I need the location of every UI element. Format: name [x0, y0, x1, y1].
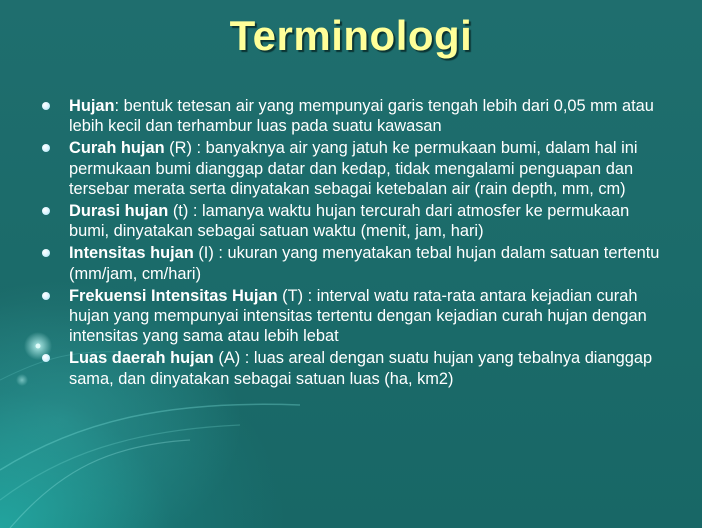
term-definition: : banyaknya air yang jatuh ke permukaan bumi, dalam hal ini permukaan bumi dianggap datar dan kedap, tidak mengalami penguapan dan tersebar merata serta dinyatakan sebagai ketebalan air (rain depth, mm, cm) [69, 139, 638, 198]
bullet-icon [42, 249, 50, 257]
term-intensitas-hujan [40, 243, 660, 283]
bullet-icon [42, 354, 50, 362]
term-symbol: (t) [168, 202, 189, 221]
term-definition: : ukuran yang menyatakan tebal hujan dalam satuan tertentu (mm/jam, cm/hari) [69, 244, 660, 283]
term-name: Durasi hujan [69, 202, 169, 221]
term-definition: : interval watu rata-rata antara kejadian curah hujan yang mempunyai intensitas tertentu dengan kejadian curah hujan dengan intensitas yang sama atau lebih lebat [69, 286, 647, 346]
term-name: Hujan [69, 97, 115, 115]
term-symbol: (T) [277, 286, 304, 305]
term-name: Intensitas hujan [69, 244, 194, 263]
bullet-icon [42, 292, 50, 300]
term-hujan [40, 96, 660, 136]
term-frekuensi-intensitas-hujan [40, 286, 660, 347]
term-luas-daerah-hujan [40, 348, 660, 388]
term-symbol: (I) [193, 244, 214, 263]
term-curah-hujan [40, 138, 660, 199]
bullet-icon [42, 102, 50, 110]
term-definition: : lamanya waktu hujan tercurah dari atmosfer ke permukaan bumi, dinyatakan sebagai satuan waktu (menit, jam, hari) [69, 202, 630, 241]
bullet-icon [42, 207, 50, 215]
slide-title: Terminologi [229, 12, 473, 59]
bullet-icon [42, 144, 50, 152]
term-symbol: (R) [164, 139, 192, 158]
term-durasi-hujan [40, 201, 660, 241]
term-definition: : bentuk tetesan air yang mempunyai garis tengah lebih dari 0,05 mm atau lebih kecil dan terhambur luas pada suatu kawasan [69, 97, 654, 136]
term-symbol: (A) [213, 349, 241, 368]
term-name: Luas daerah hujan [69, 349, 214, 368]
term-name: Curah hujan [69, 139, 165, 158]
term-definition: : luas areal dengan suatu hujan yang tebalnya dianggap sama, dan dinyatakan sebagai satuan luas (ha, km2) [69, 349, 653, 388]
term-name: Frekuensi Intensitas Hujan [69, 286, 278, 305]
terminology-list [40, 96, 660, 391]
